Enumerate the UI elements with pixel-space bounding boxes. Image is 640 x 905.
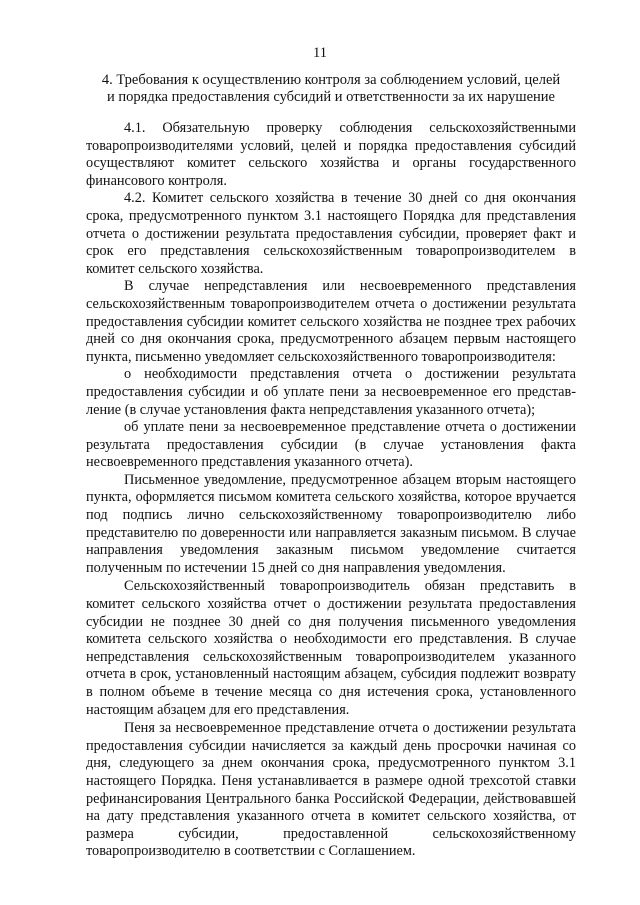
paragraph-written-notice: Письменное уведомление, предусмотренное абзацем вторым настоящего пункта, оформляется письмом комитета сельского хозяйства, которое вручается под подпись лично сельскохозяйственному товаропроизводителю либо представителю по доверенности или направляется заказным письмом. В случае направления уведомления заказным письмом уведомление считается полученным по истечении 15 дней со дня направления уведомления. [86,471,576,576]
page-number: 11 [313,45,327,61]
paragraph-notice-penalty: об уплате пени за несвоевременное представление отчета о достижении результата предоставления субсидии (в случае установления факта несвоевременного представления указанного отчета). [86,419,576,471]
section-title [84,72,578,105]
paragraph-non-submission: В случае непредставления или несвоевременного представления сельскохозяйственным товаропроизводителем отчета о достижении результата предоставления субсидии комитет сельского хозяйства не позднее трех рабочих дней со дня окончания срока, предусмотренного абзацем первым настоящего пункта, письменно уведомляет сельскохозяйственного товаропроизводителя: [86,278,576,365]
paragraph-4-1: 4.1. Обязательную проверку соблюдения сельскохозяйственными товаропроизводителями условий, целей и порядка предоставления субсидий осуществляют комитет сельского хозяйства и органы государственного финансового контроля. [86,120,576,189]
paragraph-penalty: Пеня за несвоевременное представление отчета о достижении результата предоставления субсидии начисляется за каждый день просрочки начиная со дня, следующего за днем окончания срока, предусмотренного пунктом 3.1 настоящего Порядка. Пеня устанавливается в размере одной трехсотой ставки рефинансирования Центрального банка Российской Федерации, действовавшей на дату представления указанного отчета в комитет сельского хозяйства, от размера субсидии, предоставленной сельскохозяйственному товаропроизводителю в соответствии с Соглашением. [86,720,576,860]
document-body [86,120,576,861]
paragraph-notice-submission: о необходимости представления отчета о достижении результата предоставления субсидии и об уплате пени за несвоевременное его представление (в случае установления факта непредставления указанного отчета); [86,366,576,418]
paragraph-4-2: 4.2. Комитет сельского хозяйства в течение 30 дней со дня окончания срока, предусмотренного пунктом 3.1 настоящего Порядка для представления отчета о достижении результата предоставления субсидии, проверяет факт и срок его представления сельскохозяйственным товаропроизводителем в комитет сельского хозяйства. [86,190,576,277]
section-title-line-1: 4. Требования к осуществлению контроля за соблюдением условий, целей [101,72,561,88]
paragraph-producer-obligation: Сельскохозяйственный товаропроизводитель обязан представить в комитет сельского хозяйства отчет о достижении результата предоставления субсидии не позднее 30 дней со дня получения письменного уведомления комитета сельского хозяйства о необходимости его представления. В случае непредставления сельскохозяйственным товаропроизводителем указанного отчета в срок, установленный настоящим абзацем, субсидия подлежит возврату в полном объеме в течение месяца со дня истечения срока, установленного настоящим абзацем для его представления. [86,578,576,718]
section-title-line-2: и порядка предоставления субсидий и ответственности за их нарушение [107,88,555,105]
